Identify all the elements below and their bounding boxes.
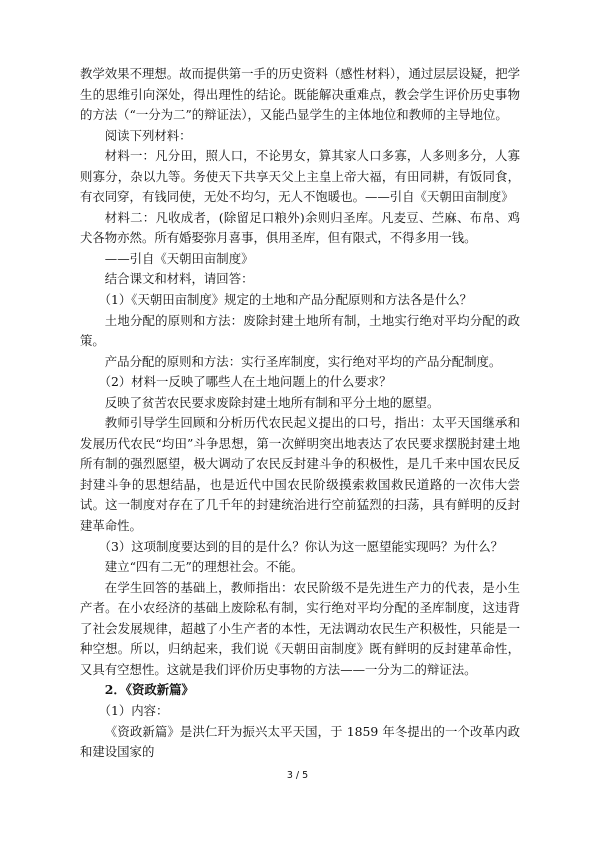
paragraph: 建立“四有二无”的理想社会。不能。: [104, 559, 304, 575]
section-heading: 2．《资政新篇》: [104, 682, 194, 698]
paragraph: 材料一：凡分田，照人口，不论男女，算其家人口多寡，人多则多分，人寡则寡分，杂以九等。务使天下共享天父上主皇上帝大福，有田同耕，有饭同食，有衣同穿，有钱同使，无处不均匀，无人不饱暖也。——引自《天朝田亩制度》: [80, 148, 520, 205]
paragraph: （3）这项制度要达到的目的是什么？你认为这一愿望能实现吗？为什么？: [98, 538, 503, 554]
paragraph: ——引自《天朝田亩制度》: [104, 250, 254, 266]
paragraph: 产品分配的原则和方法：实行圣库制度，实行绝对平均的产品分配制度。: [104, 353, 502, 369]
paragraph: 教学效果不理想。故而提供第一手的历史资料（感性材料），通过层层设疑，把学生的思维引向深处，得出理性的结论。既能解决重难点，教会学生评价历史事物的方法（“一分为二”的辩证法），又能凸显学生的主体地位和教师的主导地位。: [80, 66, 520, 123]
paragraph: 《资政新篇》是洪仁玕为振兴太平天国，于 1859 年冬提出的一个改革内政和建设国家的: [80, 723, 520, 760]
page-number: 3 / 5: [286, 770, 309, 781]
paragraph: （2）材料一反映了哪些人在土地问题上的什么要求？: [98, 374, 392, 390]
paragraph: （1）《天朝田亩制度》规定的土地和产品分配原则和方法各是什么？: [98, 292, 472, 308]
paragraph: 在学生回答的基础上，教师指出：农民阶级不是先进生产力的代表，是小生产者。在小农经济的基础上废除私有制，实行绝对平均分配的圣库制度，这违背了社会发展规律，超越了小生产者的本性，无法调动农民生产积极性，只能是一种空想。所以，归纳起来，我们说《天朝田亩制度》既有鲜明的反封建革命性，又具有空想性。这就是我们评价历史事物的方法——一分为二的辩证法。: [80, 579, 520, 677]
paragraph: （1）内容：: [98, 702, 169, 718]
paragraph: 阅读下列材料：: [104, 127, 192, 143]
paragraph: 反映了贫苦农民要求废除封建土地所有制和平分土地的愿望。: [104, 394, 440, 410]
paragraph: 土地分配的原则和方法：废除封建土地所有制，土地实行绝对平均分配的政策。: [80, 312, 520, 349]
document-body: [80, 64, 520, 763]
paragraph: 教师引导学生回顾和分析历代农民起义提出的口号，指出：太平天国继承和发展历代农民“均田”斗争思想，第一次鲜明突出地表达了农民要求摆脱封建土地所有制的强烈愿望，极大调动了农民反封建斗争的积极性，是几千来中国农民反封建斗争的思想结晶，也是近代中国农民阶级摸索救国救民道路的一次伟大尝试。这一制度对存在了几千年的封建统治进行空前猛烈的扫荡，具有鲜明的反封建革命性。: [80, 415, 520, 534]
paragraph: 结合课文和材料，请回答：: [104, 271, 254, 287]
paragraph: 材料二：凡收成者，(除留足口粮外)余则归圣库。凡麦豆、苎麻、布帛、鸡犬各物亦然。所有婚娶弥月喜事，俱用圣库，但有限式，不得多用一钱。: [80, 209, 520, 246]
